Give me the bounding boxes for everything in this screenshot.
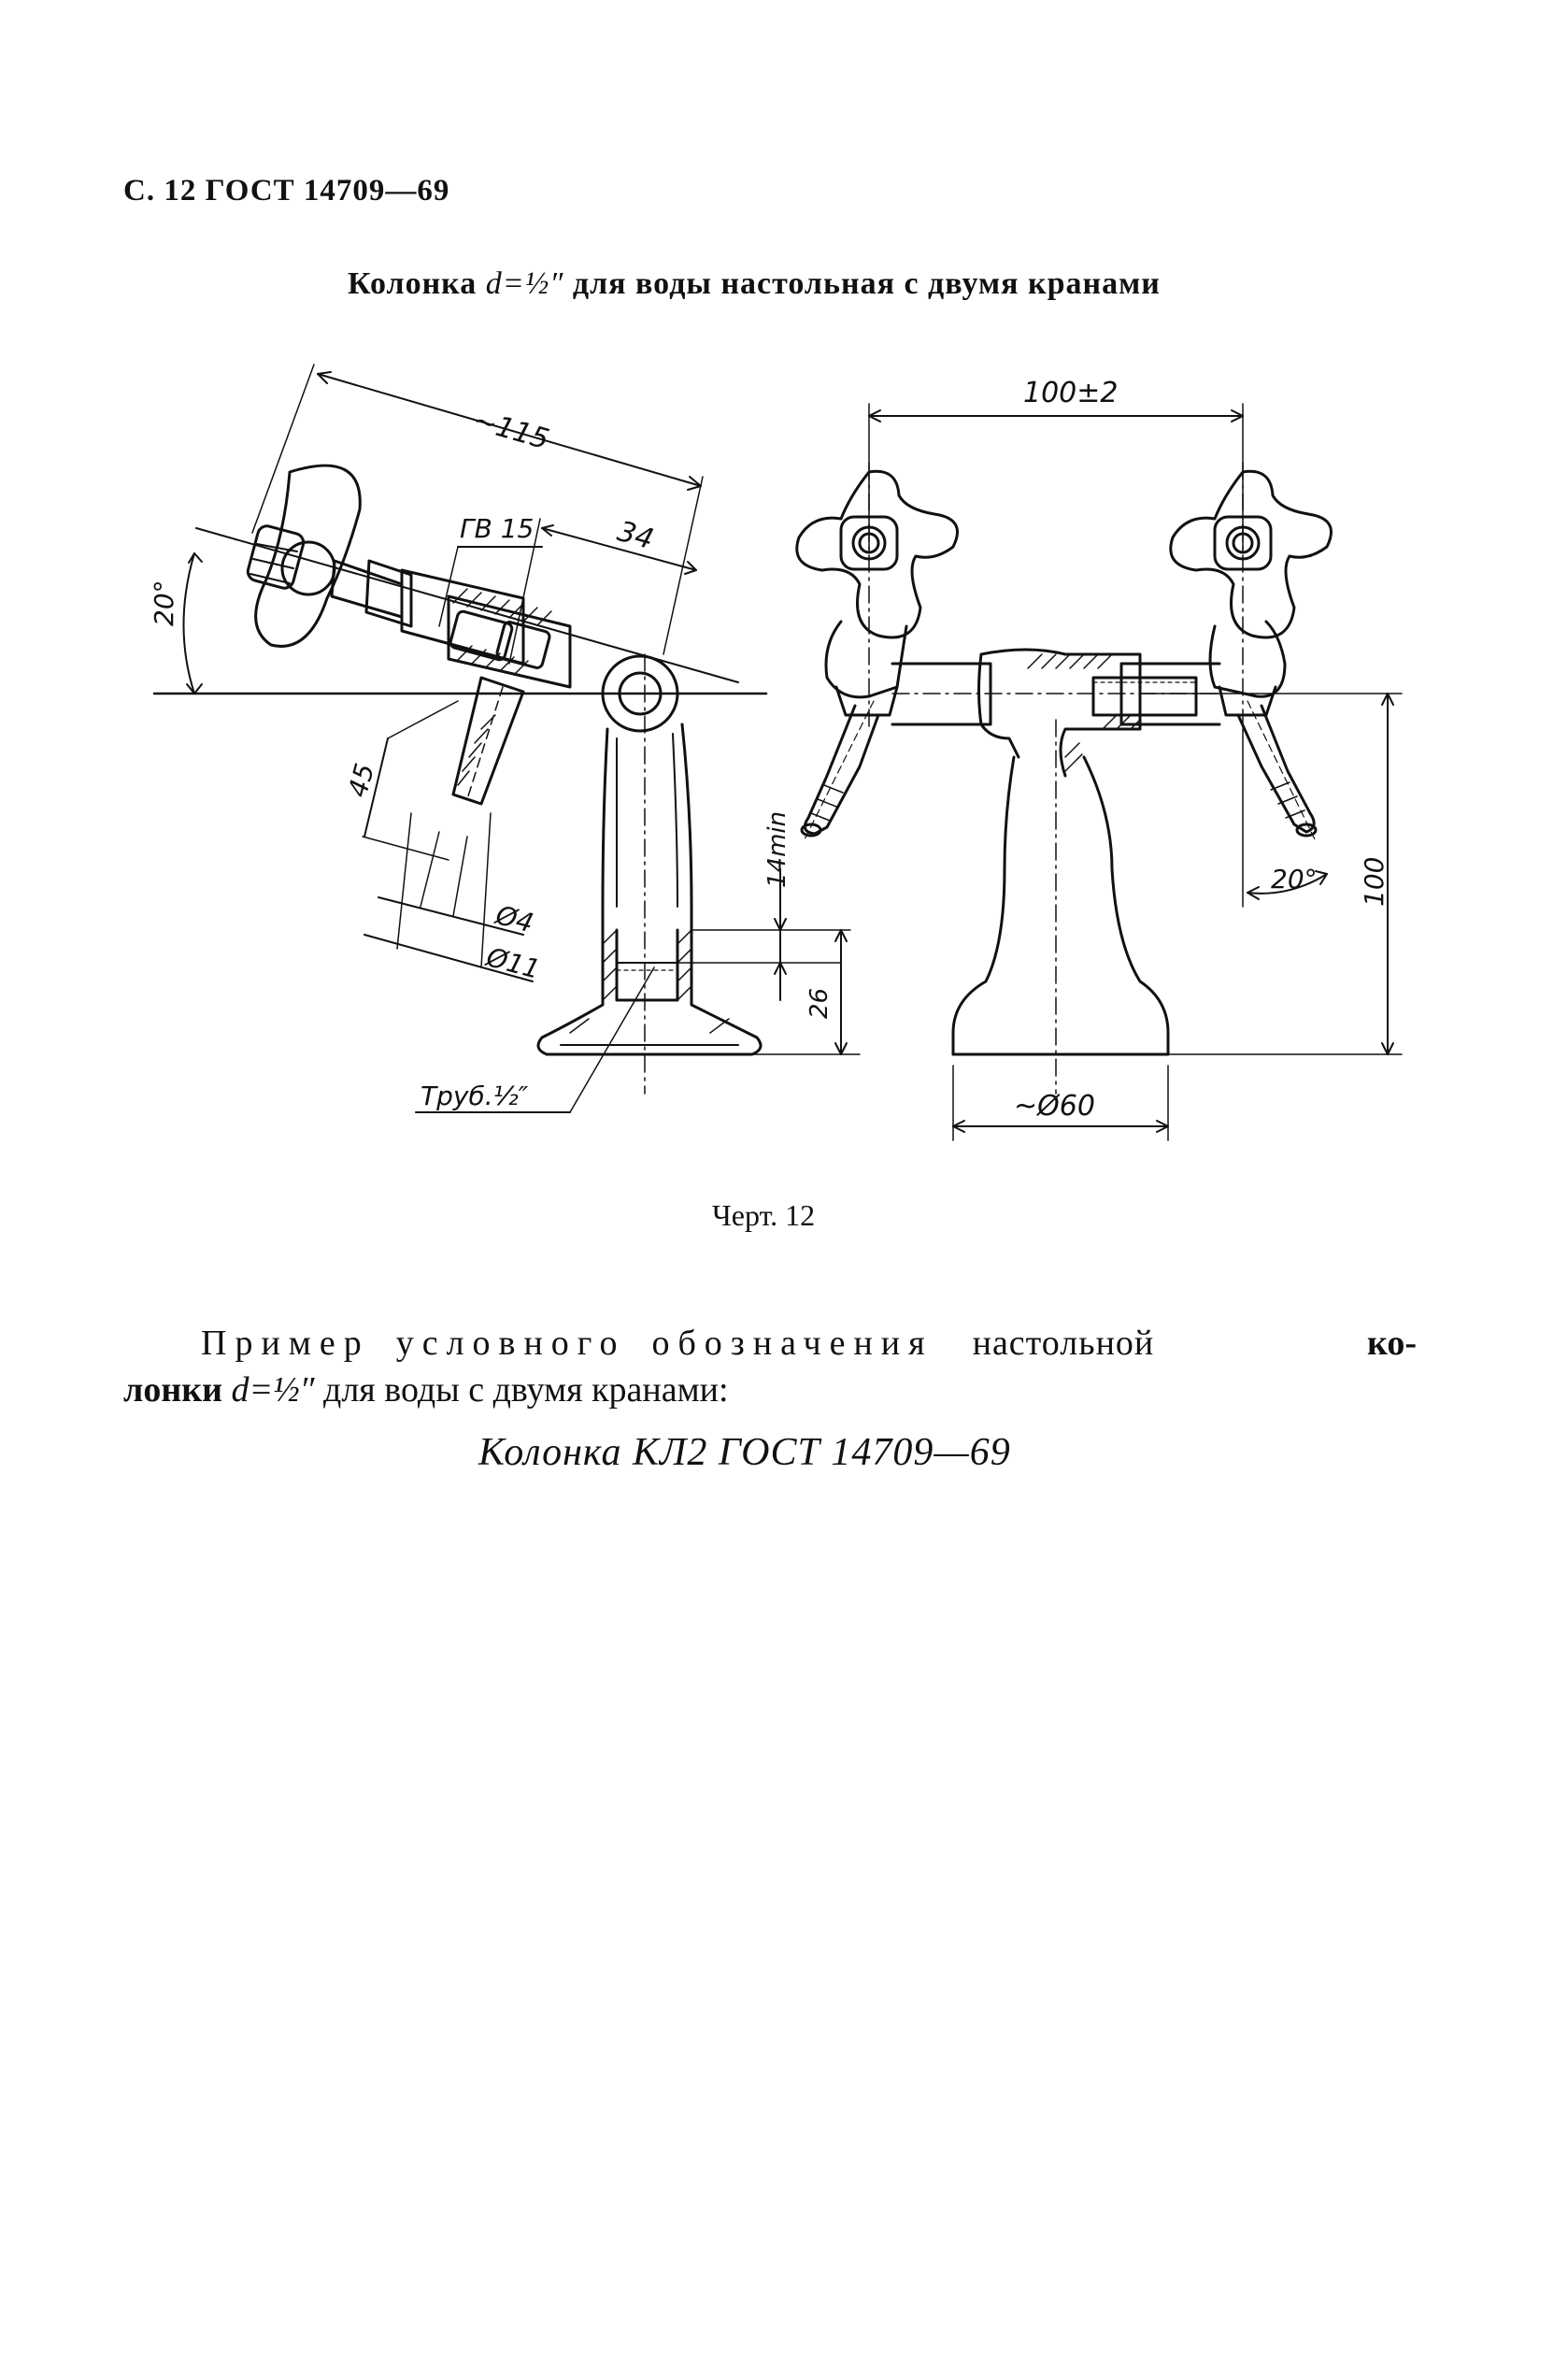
example-word-3: обозначения (651, 1324, 934, 1363)
example-paragraph-line1 (201, 1323, 1418, 1364)
dim-45: 45 (342, 760, 381, 801)
dim-dia4: Ø4 (492, 899, 537, 939)
example-line2-rest: для воды с двумя кранами: (314, 1370, 729, 1410)
label-gv15: ГВ 15 (460, 513, 535, 544)
dim-115: ~115 (469, 403, 553, 457)
left-side-view (149, 365, 860, 1112)
example-line2-bold: лонки (123, 1370, 223, 1410)
page-header: С. 12 ГОСТ 14709—69 (123, 174, 450, 208)
example-word-1: Пример (201, 1324, 370, 1363)
drawing-title-prefix: Колонка (348, 266, 486, 301)
dim-26: 26 (805, 987, 834, 1019)
technical-drawing (131, 346, 1458, 1168)
drawing-title-formula: d=½″ (485, 266, 564, 301)
dim-dia60: ~Ø60 (1014, 1090, 1095, 1123)
example-word-4: настольной (972, 1324, 1155, 1363)
drawing-title-suffix: для воды настольная с двумя кранами (563, 266, 1161, 301)
example-line2-formula: d=½″ (222, 1370, 315, 1410)
example-word-5: ко- (1367, 1324, 1418, 1363)
dim-100: 100 (1359, 856, 1390, 907)
example-paragraph-line2 (123, 1369, 729, 1410)
product-designation: Колонка КЛ2 ГОСТ 14709—69 (478, 1431, 1011, 1474)
dim-dia11: Ø11 (483, 941, 544, 985)
label-pipe: Труб.½″ (421, 1081, 529, 1111)
dim-100pm2: 100±2 (1023, 377, 1119, 409)
angle-left-label: 20° (149, 580, 179, 626)
drawing-title (348, 266, 1161, 302)
example-word-2: условного (395, 1324, 626, 1363)
figure-caption: Черт. 12 (712, 1198, 816, 1232)
angle-right-label: 20° (1271, 864, 1318, 895)
dim-34: 34 (613, 515, 658, 557)
right-front-view (797, 377, 1402, 1140)
dim-14min: 14min (763, 810, 791, 888)
